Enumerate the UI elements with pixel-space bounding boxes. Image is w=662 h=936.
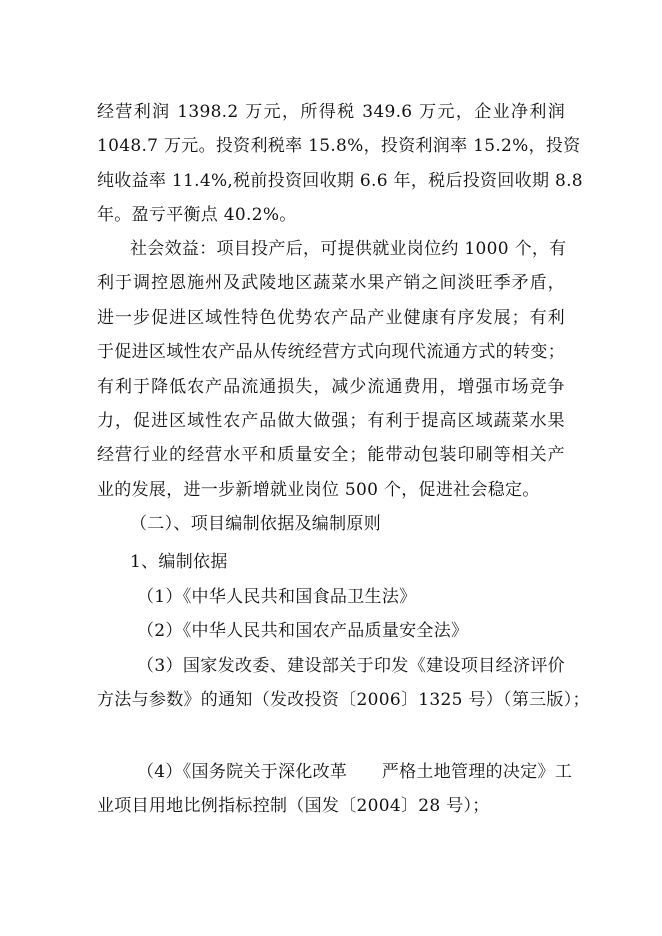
list-item-continuation: 业项目用地比例指标控制（国发〔2004〕28 号）； bbox=[97, 796, 490, 816]
text-line: 业的发展，进一步新增就业岗位 500 个，促进社会稳定。 bbox=[97, 480, 540, 500]
text-line: 力，促进区域性农产品做大做强；有利于提高区域蔬菜水果 bbox=[97, 411, 565, 431]
list-item-continuation: 方法与参数》的通知（发改投资〔2006〕1325 号）（第三版）； bbox=[97, 690, 590, 710]
text-line: 经营利润 1398.2 万元，所得税 349.6 万元，企业净利润 bbox=[97, 102, 565, 122]
text-line: 纯收益率 11.4%,税前投资回收期 6.6 年，税后投资回收期 8.8 bbox=[97, 171, 583, 191]
text-line: 利于调控恩施州及武陵地区蔬菜水果产销之间淡旺季矛盾， bbox=[97, 273, 565, 293]
section-heading: （二）、项目编制依据及编制原则 bbox=[130, 514, 381, 534]
text-line: 进一步促进区域性特色优势农产品产业健康有序发展；有利 bbox=[97, 308, 565, 328]
text-line: 经营行业的经营水平和质量安全；能带动包装印刷等相关产 bbox=[97, 445, 565, 465]
text-line: 于促进区域性农产品从传统经营方式向现代流通方式的转变； bbox=[97, 342, 565, 362]
list-item: （3）国家发改委、建设部关于印发《建设项目经济评价 bbox=[137, 656, 565, 676]
list-item: （2）《中华人民共和国农产品质量安全法》 bbox=[137, 621, 469, 641]
list-item: （1）《中华人民共和国食品卫生法》 bbox=[137, 587, 417, 607]
text-line: 年。盈亏平衡点 40.2%。 bbox=[97, 205, 297, 225]
text-line: 1048.7 万元。投资利税率 15.8%，投资利润率 15.2%，投资 bbox=[97, 136, 581, 156]
text-line: 有利于降低农产品流通损失，减少流通费用，增强市场竞争 bbox=[97, 377, 565, 397]
list-item: （4）《国务院关于深化改革 严格土地管理的决定》工 bbox=[137, 762, 573, 782]
subsection-heading: 1、编制依据 bbox=[130, 552, 228, 572]
paragraph-first-line: 社会效益：项目投产后，可提供就业岗位约 1000 个，有 bbox=[130, 239, 567, 259]
